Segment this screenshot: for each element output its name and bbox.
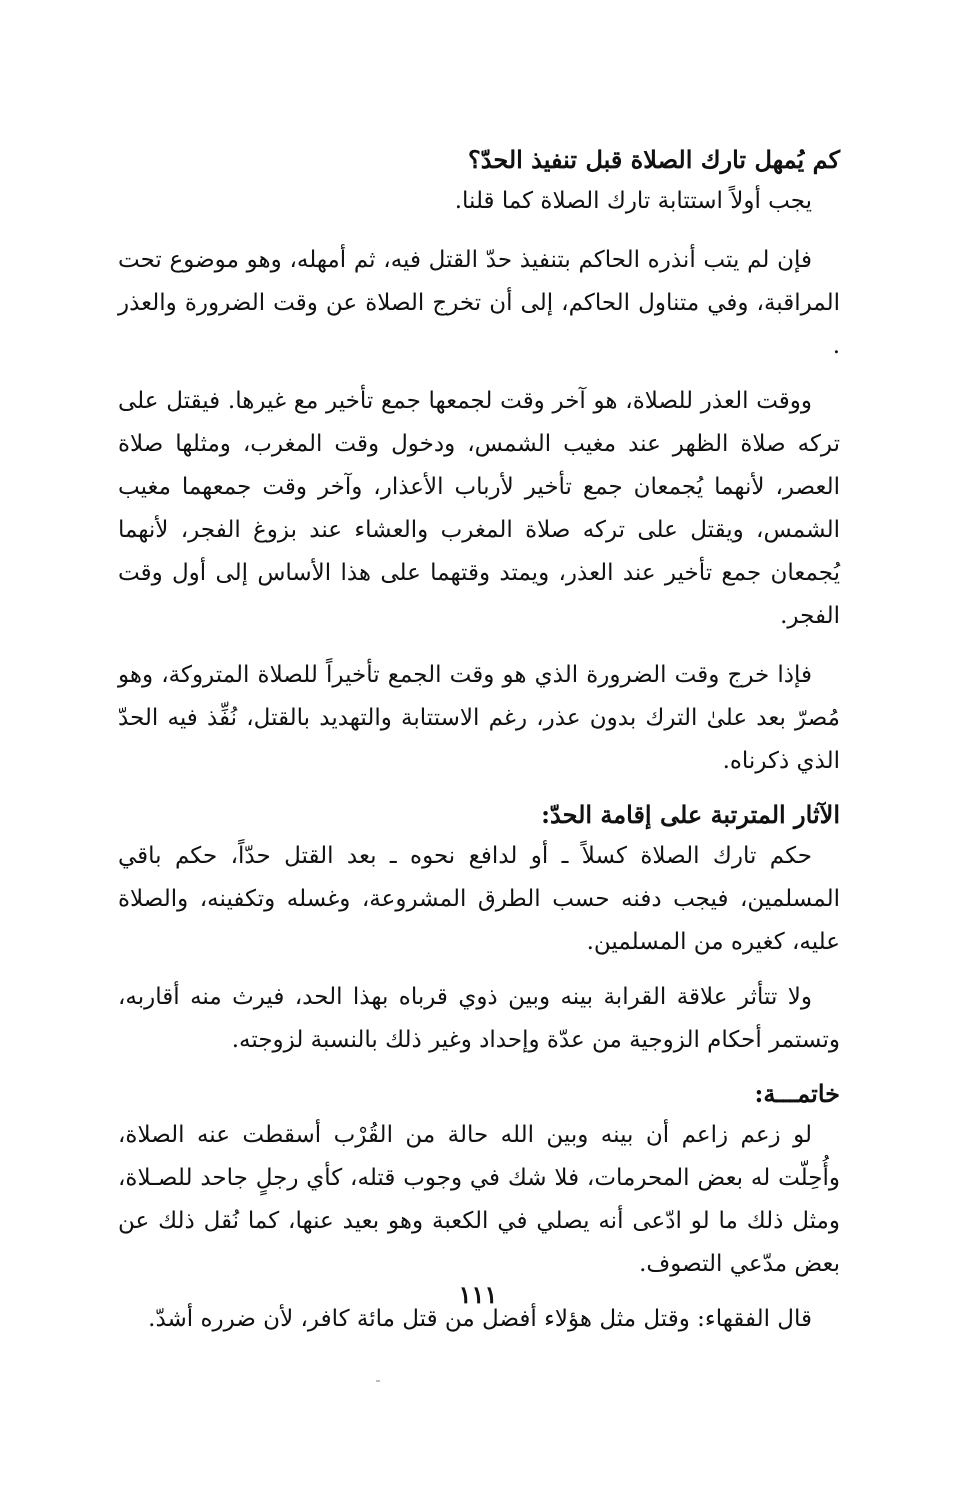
paragraph: قال الفقهاء: وقتل مثل هؤلاء أفضل من قتل مائة كافر، لأن ضرره أشدّ. xyxy=(148,1306,812,1332)
paragraph: فإذا خرج وقت الضرورة الذي هو وقت الجمع تأخيراً للصلاة المتروكة، وهو مُصرّ بعد علىٰ الترك بدون عذر، رغم الاستتابة والتهديد بالقتل، نُفِّذ فيه الحدّ الذي ذكرناه. xyxy=(118,662,840,774)
section-heading-conclusion: خاتمـــة: xyxy=(754,1079,840,1108)
section-heading-consequences: الآثار المترتبة على إقامة الحدّ: xyxy=(541,800,840,829)
page-body xyxy=(118,140,840,1341)
section-heading-grace-period: كم يُمهل تارك الصلاة قبل تنفيذ الحدّ؟ xyxy=(468,145,840,174)
paragraph: لو زعم زاعم أن بينه وبين الله حالة من القُرْب أسقطت عنه الصلاة، وأُحِلّت له بعض المحرمات، فلا شك في وجوب قتله، كأي رجلٍ جاحد للصـلاة، ومثل ذلك ما لو ادّعى أنه يصلي في الكعبة وهو بعيد عنها، كما نُقل ذلك عن بعض مدّعي التصوف. xyxy=(118,1122,840,1277)
paragraph: حكم تارك الصلاة كسلاً ـ أو لدافع نحوه ـ بعد القتل حدّاً، حكم باقي المسلمين، فيجب دفنه حسب الطرق المشروعة، وغسله وتكفينه، والصلاة عليه، كغيره من المسلمين. xyxy=(118,843,840,955)
page-number: ١١١ xyxy=(458,1280,498,1309)
paragraph: فإن لم يتب أنذره الحاكم بتنفيذ حدّ القتل فيه، ثم أمهله، وهو موضوع تحت المراقبة، وفي متناول الحاكم، إلى أن تخرج الصلاة عن وقت الضرورة والعذر . xyxy=(118,247,840,359)
paragraph: ووقت العذر للصلاة، هو آخر وقت لجمعها جمع تأخير مع غيرها. فيقتل على تركه صلاة الظهر عند مغيب الشمس، ودخول وقت المغرب، ومثلها صلاة العصر، لأنهما يُجمعان جمع تأخير لأرباب الأعذار، وآخر وقت جمعهما مغيب الشمس، ويقتل على تركه صلاة المغرب والعشاء عند بزوغ الفجر، لأنهما يُجمعان جمع تأخير عند العذر، ويمتد وقتهما على هذا الأساس إلى أول وقت الفجر. xyxy=(118,388,840,629)
scan-speck xyxy=(376,1380,380,1382)
paragraph: ولا تتأثر علاقة القرابة بينه وبين ذوي قرباه بهذا الحد، فيرث منه أقاربه، وتستمر أحكام الزوجية من عدّة وإحداد وغير ذلك بالنسبة لزوجته. xyxy=(118,984,840,1053)
paragraph: يجب أولاً استتابة تارك الصلاة كما قلنا. xyxy=(454,188,812,214)
